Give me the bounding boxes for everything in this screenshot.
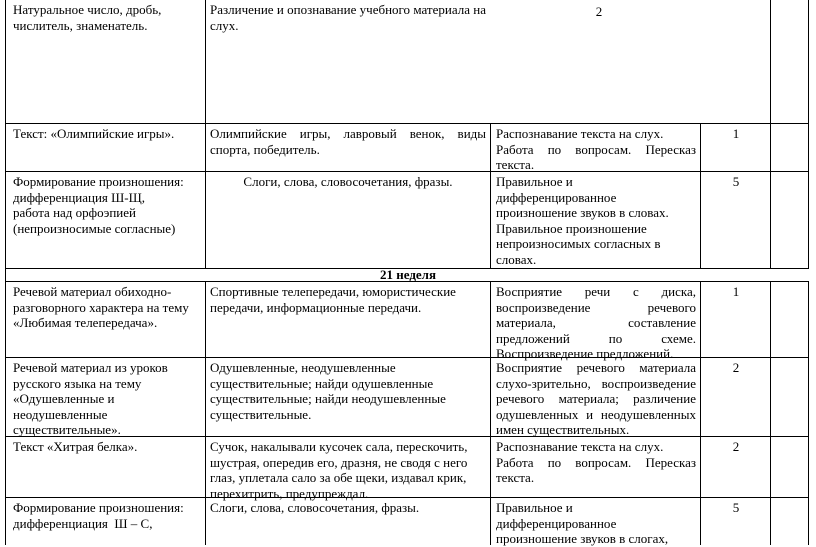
- topic-line: разговорного характера на тему: [13, 299, 189, 315]
- hours-cell: 1: [732, 126, 740, 141]
- activity-cell: [496, 284, 696, 362]
- hours-cell: 2: [595, 4, 603, 19]
- activity-line: Правильное и: [496, 174, 573, 189]
- material-cell: [210, 284, 486, 315]
- material-line: шустрая, опередив его, дразня, не сводя с него: [210, 454, 468, 470]
- topic-line: существительные».: [13, 422, 121, 438]
- activity-line: Работа по вопросам. Пересказ: [496, 141, 696, 157]
- activity-line: текста.: [496, 157, 535, 173]
- activity-line: Восприятие речевого материала: [496, 360, 696, 375]
- topic-cell: [13, 439, 198, 455]
- activity-line: Работа по вопросам. Пересказ: [496, 454, 696, 470]
- activity-line: Воспроизведение предложений.: [496, 346, 674, 362]
- activity-cell: [496, 500, 696, 547]
- topic-cell: [13, 284, 198, 331]
- activity-cell: [496, 439, 696, 486]
- topic-line: Текст «Хитрая белка».: [13, 439, 138, 454]
- table-border-right-lower: [808, 281, 809, 545]
- activity-line: дифференцированное: [496, 189, 617, 205]
- activity-line: имен существительных.: [496, 422, 630, 438]
- activity-line: Правильное и: [496, 500, 573, 515]
- material-cell: [210, 439, 486, 501]
- row-border: [5, 123, 809, 124]
- topic-cell: Натуральное число, дробь, числитель, знаменатель.: [13, 2, 162, 33]
- topic-cell: [13, 360, 198, 438]
- activity-line: Восприятие речи с диска,: [496, 284, 696, 299]
- topic-line: Речевой материал из уроков: [13, 360, 168, 375]
- topic-cell: [13, 174, 198, 236]
- material-cell: [210, 360, 486, 422]
- activity-line: материала, составление: [496, 315, 696, 331]
- table-border-col4-upper: [700, 123, 701, 268]
- table-border-col5-lower: [770, 281, 771, 545]
- topic-line: дифференциация Ш-Щ,: [13, 189, 145, 205]
- material-line: передачи, информационные передачи.: [210, 299, 422, 315]
- material-line: существительные; найди неодушевленные: [210, 391, 446, 407]
- topic-line: дифференциация Ш – С,: [13, 515, 153, 531]
- activity-cell: [496, 174, 696, 268]
- activity-line: дифференцированное: [496, 515, 617, 531]
- table-border-col2: [205, 0, 206, 268]
- hours-cell: 5: [732, 500, 740, 515]
- material-line: существительные.: [210, 406, 312, 422]
- topic-line: (непроизносимые согласные): [13, 220, 176, 236]
- material-line: перехитрить, предупреждал.: [210, 485, 369, 501]
- topic-cell: Текст: «Олимпийские игры».: [13, 126, 175, 141]
- material-line: Сучок, накалывали кусочек сала, перескочить,: [210, 439, 468, 454]
- hours-cell: 5: [732, 174, 740, 189]
- material-line: Слоги, слова, словосочетания, фразы.: [210, 500, 420, 515]
- activity-line: произношение звуков в словах.: [496, 205, 669, 221]
- material-cell: Олимпийские игры, лавровый венок, виды спорта, победитель.: [210, 126, 486, 157]
- topic-line: неодушевленные: [13, 406, 108, 422]
- activity-line: Распознавание текста на слух.: [496, 126, 664, 141]
- hours-cell: 2: [732, 360, 740, 375]
- table-border-col3-lower: [490, 281, 491, 545]
- activity-line: речевого материала; различение: [496, 391, 696, 407]
- topic-line: русского языка на тему: [13, 375, 142, 391]
- activity-line: воспроизведение речевого: [496, 299, 696, 315]
- activity-line: словах.: [496, 251, 537, 267]
- activity-line: предложений по схеме.: [496, 330, 696, 346]
- activity-line: непроизносимых согласных в: [496, 236, 661, 252]
- activity-line: произношение звуков в слогах,: [496, 531, 669, 547]
- table-border-col3-upper: [490, 123, 491, 268]
- material-cell: Слоги, слова, словосочетания, фразы.: [243, 174, 453, 189]
- activity-line: текста.: [496, 470, 535, 486]
- material-cell: Различение и опознавание учебного материала на слух.: [210, 2, 486, 33]
- activity-cell: [496, 360, 696, 438]
- topic-line: работа над орфоэпией: [13, 205, 136, 221]
- material-line: Одушевленные, неодушевленные: [210, 360, 396, 375]
- table-border-col2-lower: [205, 281, 206, 545]
- material-line: существительные; найди одушевленные: [210, 375, 434, 391]
- topic-line: Речевой материал обиходно-: [13, 284, 172, 299]
- topic-line: Формирование произношения:: [13, 500, 184, 515]
- activity-line: Распознавание текста на слух.: [496, 439, 664, 454]
- hours-cell: 1: [732, 284, 740, 299]
- material-line: Спортивные телепередачи, юмористические: [210, 284, 456, 299]
- topic-line: «Любимая телепередача».: [13, 315, 158, 331]
- activity-line: Правильное произношение: [496, 220, 647, 236]
- table-border-right: [808, 0, 809, 268]
- table-border-col4-lower: [700, 281, 701, 545]
- topic-cell: [13, 500, 198, 531]
- activity-line: слухо-зрительно, воспроизведение: [496, 375, 696, 391]
- topic-line: «Одушевленные и: [13, 391, 115, 407]
- week-heading: 21 неделя: [379, 267, 436, 282]
- table-border-col5: [770, 0, 771, 268]
- material-cell: [210, 500, 486, 516]
- topic-line: Формирование произношения:: [13, 174, 184, 189]
- activity-cell: [496, 126, 696, 173]
- material-line: глаз, уплетала сало за обе щеки, издавал крик,: [210, 470, 467, 486]
- activity-line: одушевленных и неодушевленных: [496, 406, 696, 422]
- hours-cell: 2: [732, 439, 740, 454]
